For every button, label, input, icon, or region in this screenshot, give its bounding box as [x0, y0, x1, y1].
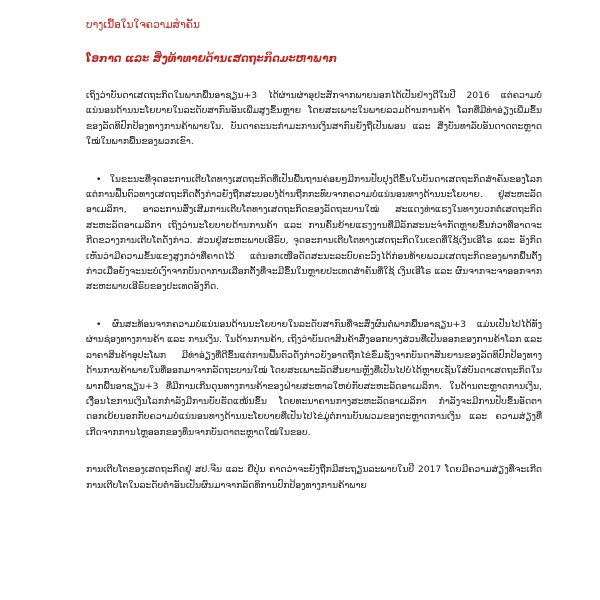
paragraph-text: ການເຕີບໂຕຂອງເສດຖະກິດຢູ່ ສປ.ຈີນ ແລະ ຍີ່ປຸ່ນ ຄາດວ່າຈະຍັງຖືກມີສະຖຽນລະພາບໃນປີ 2017 ໂດຍມີຄວາມສ່ຽງທີ່ຈະເກີດການເຕີບໂຕໃນລະດັບຕ່ຳອັນເປັນຜົນມາຈາກລັດທິການປົກປ້ອງທາງການຄ້າພາຍ [86, 464, 542, 491]
section-heading: ບາງເນື້ອໃນໃຈຄວາມສຳຄັນ [86, 19, 200, 31]
paragraph-bullet-global [86, 172, 542, 295]
paragraph-text: • ຜົນສະທ້ອນຈາກຄວາມບໍ່ແນ່ນອນດ້ານນະໂຍບາຍໃນລະດັບສາກົນທີ່ຈະສົ່ງຜົນຕໍ່ພາກພື້ນອາຊຽນ+3 ແມ່ນເປັນໄປໄດ້ທັງຜ່ານຊ່ອງທາງການຄ້າ ແລະ ການເງິນ. ໃນດ້ານການຄ້າ, ເຖິງວ່າບັນດາສິນຄ້າສົ່ງອອກບາງສ່ວນທີ່ເປັນອອກຂອງການຄ້າໂລກ ແລະ ລາຄາສິນຄ້າອຸປະໂພກ ມີທ່າອ່ຽງທີ່ດີຂຶ້ນແຕ່ການຟື້ນຕົວດັ່ງກ່າວຍັງອາດຖືກໄຂ່ຂົ່ມຊັ່ງຈາກບັນດາສັນຍານຂອງລັດທິປົກປ້ອງທາງດ້ານການຄ້າພາຍໃນທີ່ອອກມາຈາກລັດຖະບານໃໝ່ ໂດຍສະເພາະລັດສີນຍານຫຼັງທີ່ເປັນໄປບໍ່ໄດ້ຫຼາຍເຊັ່ນໃສ່ບັນດາເສດຖະກິດໃນພາກພື້ນອາຊຽນ+3 ທີ່ມີການເກີນດຸນທາງການຄ້າຂອງຝ່າຍສະຫາລໃຫຍ່ກັບສະຫະລັດອາເມລິກາ. ໃນດ້ານຕະຫຼາດການເງິນ, ເງື່ອນໄຂການເງິນໂລກກຳລັງມີການບັບຮັດແໜ້ນຂຶ້ນ ໂດຍທະນາຄານກາງສະຫະລັດອາເມລິກາ ກຳລັງຈະມີການປັບຂຶ້ນອັດຕາດອກເບ້ຍນອກກັບຄວາມບໍ່ແນ່ນອນທາງດ້ານນະໂຍບາຍທີ່ເປັນໄປໄຂ່ມູ່ຕໍ່ການບັນພວມຂອງຕະຫຼາດການເງິນ ແລະ ຄວາມສ່ຽງທີ່ເກີດຈາກການໄຫຼອອກຂອງທຶນຈາກບັນດາຕະຫຼາດໃໝ່ໃນຂອບ. [86, 318, 542, 438]
paragraph-bullet-impact [86, 317, 542, 440]
sub-heading: ໂອກາດ ແລະ ສິ່ງທ້າທາຍດ້ານເສດຖະກິດມະຫາພາກ [86, 53, 338, 65]
paragraph-intro [86, 88, 542, 150]
paragraph-outlook [86, 462, 542, 493]
paragraph-text: • ໃນຂະນະທີ່ຈຸດອະການເຕີບໂຕທາງເສດຖະກິດທີ່ເປັນພື້ນຖານຄ່ອຍໆມີການປັບປຸງດີຂຶ້ນໃນບັນດາເສດຖະກິດສຳຄັນຂອງໂລກແຕ່ການຟື້ນຕົວທາງເສດຖະກິດຕັ້ງກ່າວຍັງຖືກສະບອບງໍ່ດ້ານຖືກກະທົບຈາກຄວາມບໍ່ແນ່ນອນທາງດ້ານນະໂຍບາຍ. ຢູ່ສະຫະລັດອາເມລິກາ, ອາລະການສົ່ງເສີມການເຕີບໂຕທາງເສດຖະກິດຂອງລັດຖະບານໃໝ່ ສະແດງທ່າແຮງໃນທາງບວກຕໍ່ເສດຖະກິດສະຫະລັດອາເມລິກາ ເຖິງວ່ານະໂຍບາຍດ້ານການຄ້າ ແລະ ການຄົ້ນຍ້າຍແຮງງານທີ່ມີລັກສະນະຈຳກັດຫຼາຍຂຶ້ນກ່ວາທີ່ອາດຈະກີດຂວາງການເຕີບໂຕດັ່ງກ່າວ. ສ່ວນຢູ່ສະຫະພາບເອີຣົບ, ຈຸດອະການເຕີບໂຕທາງເສດຖະກິດໃນເຂດທີ່ໃຊ້ເງິນເອີໂຣ ແລະ ອັງກິດ ເຫັນວ່າມີຄວາມຂັ້ນແຂງສູງກວ່າທີ່ຄາດໄວ້ ແຕ່ນອກເໜືອດັດສະນະລະບົບຄະວົງໄດ້ກ່ອນທ້າຍພວມເສດຖະກິດຂອງພາກພື້ນຕັ້ງກ່າວເມື່ອຍັງຈະນະບໍເງົາຈາກບັນດາການເລືອກຕັ້ງທີ່ຈະມີຂຶ້ນໃນຫຼາຍປະເທດສຳຄັນທີ່ໃຊ້ ເງິນເອີໂຣ ແລະ ຜົນຈາກຈະຈາອອກຈາກສະຫະພາບເອີຣົບຂອງປະເທດອັງກິດ. [86, 173, 542, 293]
paragraph-text: ເຖິງວ່າບັນດາເສດຖະກິດໃນພາກພື້ນອາຊຽນ+3 ໄດ້ຜ່ານຜ່າອຸປະສັກຈາກພາຍນອກໄດ້ເປັນຢ່າງດີໃນປີ 2016 ແຕ່ຄວາມບໍ່ແນ່ນອນດ້ານນະໂຍບາຍໃນລະດັບສາກົນອັນເພີ່ມສູງຂຶ້ນຫຼາຍ ໂດຍສະເພາະໃນພາຍລວມດ້ານການຄ້າ ໂລກທີ່ມີທ່າອ່ຽງເພີ່ມຂຶ້ນຂອງລັດທິປົກປ້ອງທາງການຄ້າພາຍໃນ. ບັນດາຄະນະກຳມະການເງິນສາກົນຍັງຖືເປັນພອນ ແລະ ສິ່ງບັນທາລັບອັນດາດຕະຫຼາດໃໝ່ໃນພາກພື້ນຂອງພວກເຂົາ. [86, 90, 542, 148]
